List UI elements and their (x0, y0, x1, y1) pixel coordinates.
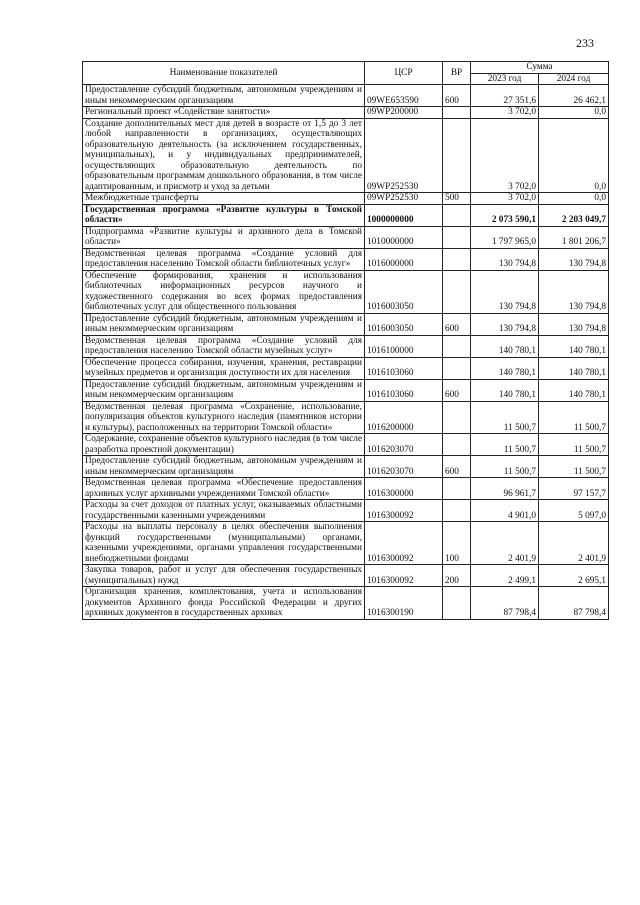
budget-table (82, 61, 609, 620)
row-2023-cell: 4 901,0 (471, 500, 539, 522)
row-2023-cell: 11 500,7 (471, 434, 539, 456)
row-vr-cell (443, 478, 471, 500)
row-2024-cell: 130 794,8 (539, 313, 609, 335)
table-row (83, 248, 609, 270)
row-2023-cell: 130 794,8 (471, 270, 539, 313)
row-vr-cell: 100 (443, 522, 471, 565)
table-row (83, 434, 609, 456)
table-row (83, 193, 609, 205)
row-name-cell: Предоставление субсидий бюджетным, автономным учреждениям и иным некоммерческим организациям (83, 85, 365, 107)
row-2024-cell: 11 500,7 (539, 434, 609, 456)
table-body (83, 85, 609, 620)
row-vr-cell (443, 401, 471, 434)
row-csr-cell: 1016200000 (365, 401, 443, 434)
row-2024-cell: 2 401,9 (539, 522, 609, 565)
header-year-2024: 2024 год (539, 73, 609, 85)
table-row (83, 401, 609, 434)
row-name-cell: Расходы на выплаты персоналу в целях обеспечения выполнения функций государственными (муниципальными) органами, казенными учреждениями, органами управления государственными внебюджетными фондами (83, 522, 365, 565)
row-vr-cell (443, 500, 471, 522)
row-name-cell: Расходы за счет доходов от платных услуг, оказываемых областными государственными казенными учреждениями (83, 500, 365, 522)
table-row (83, 522, 609, 565)
header-year-2023: 2023 год (471, 73, 539, 85)
table-row (83, 587, 609, 620)
row-csr-cell: 1016203070 (365, 434, 443, 456)
row-2023-cell: 27 351,6 (471, 85, 539, 107)
row-csr-cell: 1016003050 (365, 313, 443, 335)
row-vr-cell: 600 (443, 85, 471, 107)
row-2023-cell: 11 500,7 (471, 401, 539, 434)
header-vr: ВР (443, 62, 471, 85)
row-csr-cell: 1010000000 (365, 226, 443, 248)
row-name-cell: Содержание, сохранение объектов культурного наследия (в том числе разработка проектной документации) (83, 434, 365, 456)
row-csr-cell: 1000000000 (365, 204, 443, 226)
row-2024-cell: 2 203 049,7 (539, 204, 609, 226)
row-vr-cell: 600 (443, 313, 471, 335)
row-vr-cell: 600 (443, 456, 471, 478)
row-csr-cell: 1016000000 (365, 248, 443, 270)
row-csr-cell: 1016300000 (365, 478, 443, 500)
row-name-cell: Государственная программа «Развитие культуры в Томской области» (83, 204, 365, 226)
row-name-cell: Обеспечение процесса собирания, изучения, хранения, реставрации музейных предметов и организация доступности их для населения (83, 357, 365, 379)
table-row (83, 456, 609, 478)
row-csr-cell: 1016203070 (365, 456, 443, 478)
row-vr-cell (443, 587, 471, 620)
table-row (83, 85, 609, 107)
row-2024-cell: 26 462,1 (539, 85, 609, 107)
row-vr-cell (443, 204, 471, 226)
row-2023-cell: 130 794,8 (471, 313, 539, 335)
row-name-cell: Организация хранения, комплектования, учета и использования документов Архивного фонда Российской Федерации и других архивных документов в государственных архивах (83, 587, 365, 620)
row-csr-cell: 09WE653590 (365, 85, 443, 107)
row-2024-cell: 0,0 (539, 193, 609, 205)
table-row (83, 226, 609, 248)
table-row (83, 565, 609, 587)
row-vr-cell (443, 226, 471, 248)
row-2023-cell: 2 073 590,1 (471, 204, 539, 226)
table-row (83, 118, 609, 193)
row-csr-cell: 09WP252530 (365, 193, 443, 205)
row-2024-cell: 140 780,1 (539, 379, 609, 401)
row-name-cell: Предоставление субсидий бюджетным, автономным учреждениям и иным некоммерческим организациям (83, 379, 365, 401)
row-name-cell: Подпрограмма «Развитие культуры и архивного дела в Томской области» (83, 226, 365, 248)
row-csr-cell: 09WP200000 (365, 107, 443, 119)
row-2023-cell: 2 499,1 (471, 565, 539, 587)
table-header (83, 62, 609, 85)
row-2023-cell: 2 401,9 (471, 522, 539, 565)
row-2023-cell: 96 961,7 (471, 478, 539, 500)
row-csr-cell: 1016003050 (365, 270, 443, 313)
row-vr-cell: 200 (443, 565, 471, 587)
row-2024-cell: 140 780,1 (539, 357, 609, 379)
header-csr: ЦСР (365, 62, 443, 85)
page-number: 233 (576, 36, 594, 50)
row-name-cell: Ведомственная целевая программа «Обеспечение предоставления архивных услуг архивными учреждениями Томской области» (83, 478, 365, 500)
header-name: Наименование показателей (83, 62, 365, 85)
row-2024-cell: 140 780,1 (539, 335, 609, 357)
row-vr-cell: 500 (443, 193, 471, 205)
row-name-cell: Обеспечение формирования, хранения и использования библиотечных информационных ресурсов научного и художественного содержания во всех формах предоставления библиотечных услуг для общественного пользования (83, 270, 365, 313)
row-csr-cell: 1016300190 (365, 587, 443, 620)
row-2024-cell: 130 794,8 (539, 248, 609, 270)
row-vr-cell (443, 248, 471, 270)
row-2024-cell: 1 801 206,7 (539, 226, 609, 248)
table-row (83, 478, 609, 500)
header-sum: Сумма (471, 62, 609, 74)
table-row (83, 313, 609, 335)
table-row (83, 500, 609, 522)
row-csr-cell: 1016103060 (365, 379, 443, 401)
row-2023-cell: 3 702,0 (471, 118, 539, 193)
row-2024-cell: 5 097,0 (539, 500, 609, 522)
row-vr-cell (443, 357, 471, 379)
row-vr-cell (443, 270, 471, 313)
table-row (83, 270, 609, 313)
row-csr-cell: 1016300092 (365, 565, 443, 587)
row-2024-cell: 11 500,7 (539, 401, 609, 434)
row-name-cell: Межбюджетные трансферты (83, 193, 365, 205)
row-2023-cell: 130 794,8 (471, 248, 539, 270)
row-2024-cell: 2 695,1 (539, 565, 609, 587)
row-vr-cell (443, 335, 471, 357)
row-2023-cell: 140 780,1 (471, 357, 539, 379)
row-csr-cell: 1016300092 (365, 522, 443, 565)
row-name-cell: Предоставление субсидий бюджетным, автономным учреждениям и иным некоммерческим организациям (83, 456, 365, 478)
row-csr-cell: 09WP252530 (365, 118, 443, 193)
row-name-cell: Ведомственная целевая программа «Создание условий для предоставления населению Томской области библиотечных услуг» (83, 248, 365, 270)
table-row (83, 379, 609, 401)
row-vr-cell (443, 434, 471, 456)
row-2023-cell: 3 702,0 (471, 107, 539, 119)
table-row (83, 204, 609, 226)
row-name-cell: Ведомственная целевая программа «Сохранение, использование, популяризация объектов культурного наследия (памятников истории и культуры), расположенных на территории Томской области» (83, 401, 365, 434)
row-2024-cell: 97 157,7 (539, 478, 609, 500)
table-row (83, 335, 609, 357)
row-csr-cell: 1016100000 (365, 335, 443, 357)
row-2024-cell: 0,0 (539, 107, 609, 119)
row-name-cell: Предоставление субсидий бюджетным, автономным учреждениям и иным некоммерческим организациям (83, 313, 365, 335)
row-name-cell: Региональный проект «Содействие занятости» (83, 107, 365, 119)
row-2024-cell: 0,0 (539, 118, 609, 193)
row-vr-cell: 600 (443, 379, 471, 401)
row-csr-cell: 1016103060 (365, 357, 443, 379)
row-name-cell: Закупка товаров, работ и услуг для обеспечения государственных (муниципальных) нужд (83, 565, 365, 587)
row-vr-cell (443, 107, 471, 119)
table-row (83, 357, 609, 379)
row-2023-cell: 1 797 965,0 (471, 226, 539, 248)
row-2023-cell: 87 798,4 (471, 587, 539, 620)
row-2023-cell: 140 780,1 (471, 335, 539, 357)
row-2023-cell: 11 500,7 (471, 456, 539, 478)
row-2024-cell: 87 798,4 (539, 587, 609, 620)
row-csr-cell: 1016300092 (365, 500, 443, 522)
row-2023-cell: 3 702,0 (471, 193, 539, 205)
row-2024-cell: 130 794,8 (539, 270, 609, 313)
row-vr-cell (443, 118, 471, 193)
row-name-cell: Ведомственная целевая программа «Создание условий для предоставления населению Томской области музейных услуг» (83, 335, 365, 357)
row-name-cell: Создание дополнительных мест для детей в возрасте от 1,5 до 3 лет любой направленности в организациях, осуществляющих образовательную деятельность (за исключением государственных, муниципальных), и у индивидуальных предпринимателей, осуществляющих образовательную деятельность по образовательным программам дошкольного образования, в том числе адаптированным, и присмотр и уход за детьми (83, 118, 365, 193)
row-2023-cell: 140 780,1 (471, 379, 539, 401)
table-row (83, 107, 609, 119)
row-2024-cell: 11 500,7 (539, 456, 609, 478)
